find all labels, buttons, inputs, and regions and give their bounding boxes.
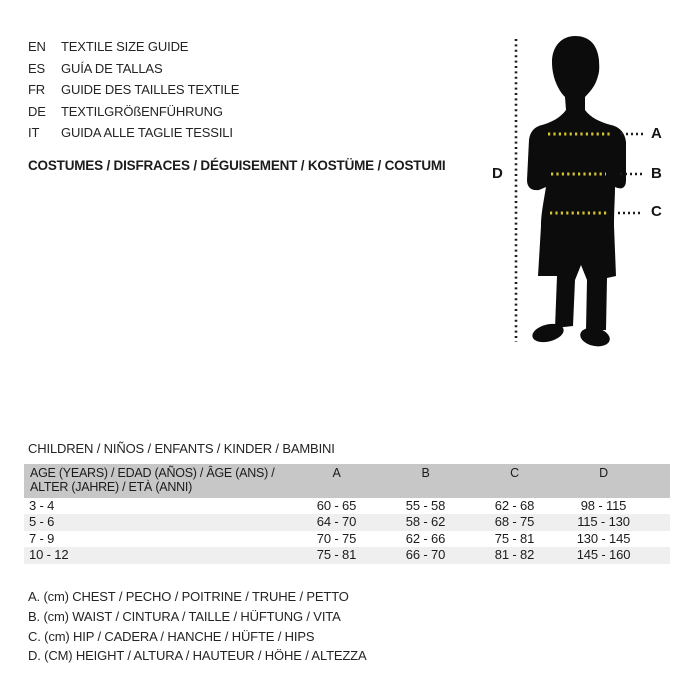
waist-cell: 58 - 62 <box>405 514 446 530</box>
language-list <box>28 36 239 144</box>
age-header-line1: AGE (YEARS) / EDAD (AÑOS) / ÂGE (ANS) / <box>30 466 275 480</box>
language-code: DE <box>28 103 46 119</box>
language-row <box>28 58 239 80</box>
column-header-d: D <box>599 466 608 480</box>
language-row <box>28 79 239 101</box>
table-row <box>24 514 670 530</box>
category-title: COSTUMES / DISFRACES / DÉGUISEMENT / KOSTÜME / COSTUMI <box>28 158 446 173</box>
child-silhouette-diagram <box>480 30 680 350</box>
table-row <box>24 498 670 514</box>
column-header-b: B <box>421 466 430 480</box>
language-label: GUIDA ALLE TAGLIE TESSILI <box>61 125 233 141</box>
waist-cell: 66 - 70 <box>405 547 446 563</box>
language-label: GUIDE DES TAILLES TEXTILE <box>61 82 240 98</box>
age-cell: 3 - 4 <box>29 498 55 513</box>
measurement-figure <box>480 30 695 355</box>
waist-cell: 62 - 66 <box>405 530 446 546</box>
legend-chest: A. (cm) CHEST / PECHO / POITRINE / TRUHE / PETTO <box>28 589 349 604</box>
language-row <box>28 122 239 144</box>
chest-cell: 70 - 75 <box>316 530 357 546</box>
language-code: EN <box>28 39 46 54</box>
column-header-c: C <box>510 466 519 480</box>
table-row <box>24 547 670 563</box>
age-cell: 5 - 6 <box>29 514 55 530</box>
legend-hip: C. (cm) HIP / CADERA / HANCHE / HÜFTE / HIPS <box>28 628 315 644</box>
table-header-row <box>24 464 670 498</box>
chest-cell: 60 - 65 <box>316 498 357 513</box>
chest-cell: 75 - 81 <box>316 547 357 563</box>
age-column-header <box>24 467 292 494</box>
legend-waist: B. (cm) WAIST / CINTURA / TAILLE / HÜFTUNG / VITA <box>28 608 341 624</box>
waist-label: B <box>651 165 662 182</box>
language-row <box>28 36 239 58</box>
language-label: GUÍA DE TALLAS <box>61 60 163 76</box>
hip-label: C <box>651 203 662 220</box>
column-header-a: A <box>332 466 341 480</box>
language-label: TEXTILGRÖßENFÜHRUNG <box>61 103 223 119</box>
language-label: TEXTILE SIZE GUIDE <box>61 39 189 54</box>
size-table <box>24 464 670 564</box>
table-row <box>24 531 670 547</box>
language-code: FR <box>28 82 46 98</box>
child-silhouette-icon <box>527 36 626 349</box>
height-cell: 98 - 115 <box>580 498 627 513</box>
hip-cell: 75 - 81 <box>494 530 535 546</box>
children-section-title: CHILDREN / NIÑOS / ENFANTS / KINDER / BAMBINI <box>28 441 335 456</box>
height-cell: 130 - 145 <box>576 530 631 546</box>
waist-cell: 55 - 58 <box>405 498 446 513</box>
hip-cell: 62 - 68 <box>494 498 535 513</box>
hip-cell: 81 - 82 <box>494 547 535 563</box>
language-code: ES <box>28 60 46 76</box>
age-header-line2: ALTER (JAHRE) / ETÀ (ANNI) <box>30 479 193 494</box>
language-code: IT <box>28 125 40 141</box>
hip-cell: 68 - 75 <box>494 514 535 530</box>
age-cell: 7 - 9 <box>29 530 55 546</box>
chest-label: A <box>651 125 662 142</box>
height-cell: 115 - 130 <box>577 514 630 530</box>
measure-legend <box>28 587 367 666</box>
legend-height: D. (CM) HEIGHT / ALTURA / HAUTEUR / HÖHE / ALTEZZA <box>28 648 367 664</box>
height-label: D <box>492 165 503 182</box>
language-row <box>28 101 239 123</box>
chest-cell: 64 - 70 <box>316 514 357 530</box>
age-cell: 10 - 12 <box>29 547 69 563</box>
height-cell: 145 - 160 <box>576 547 631 563</box>
